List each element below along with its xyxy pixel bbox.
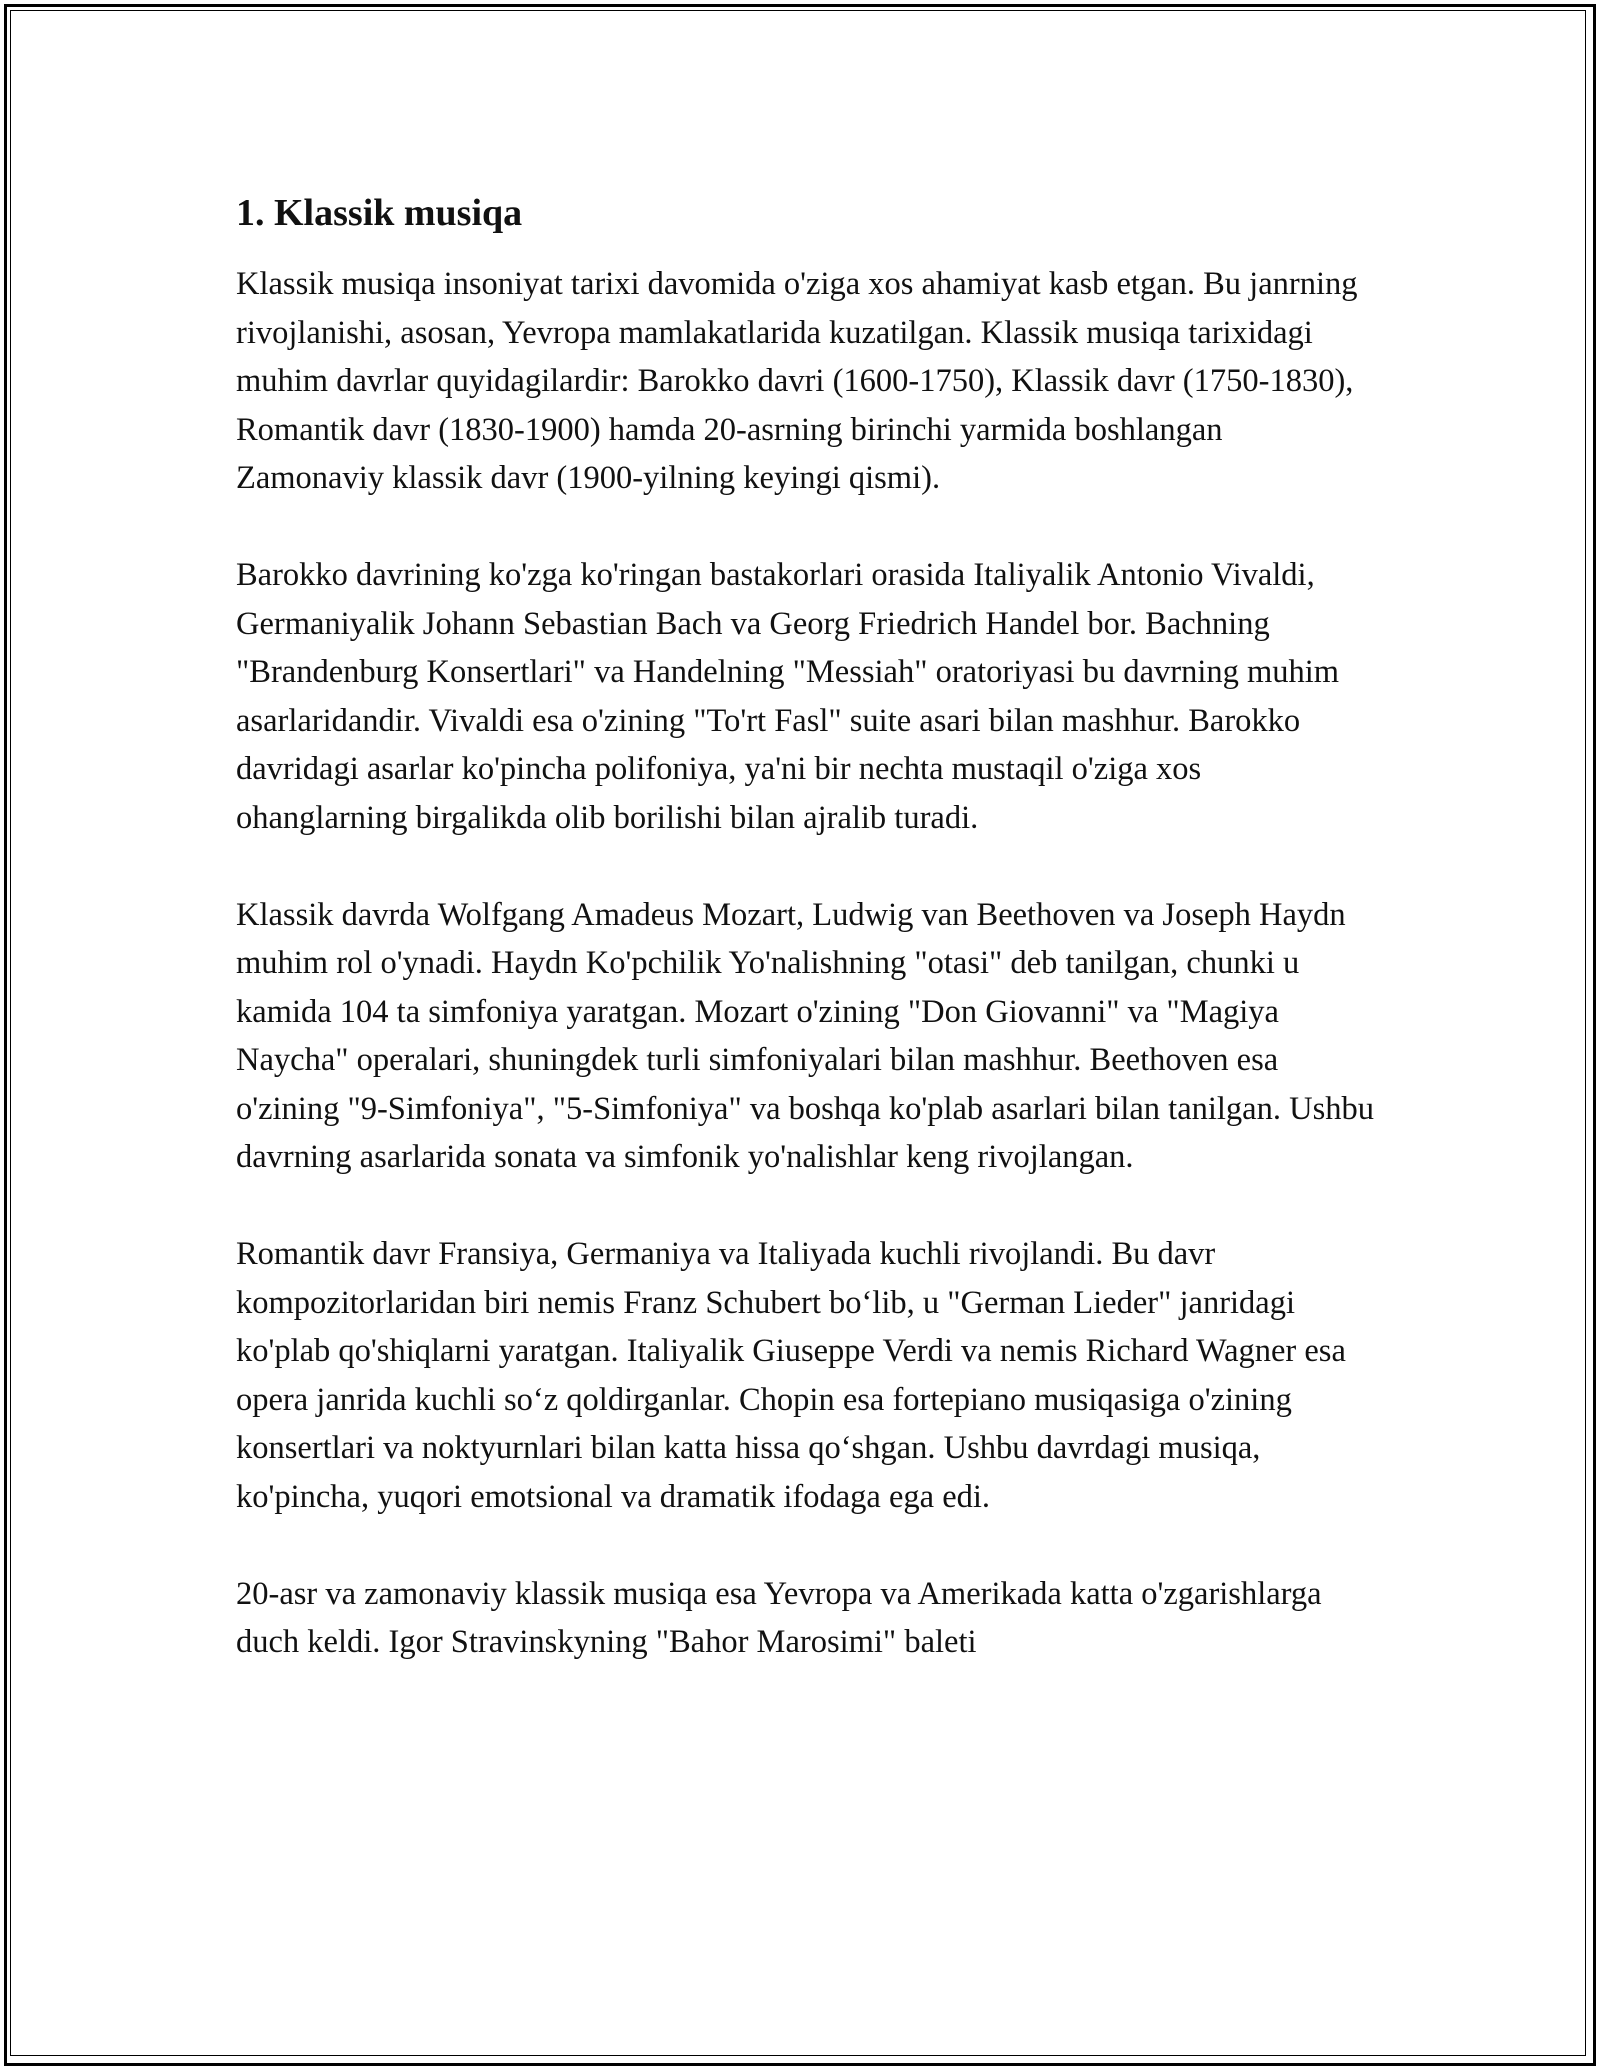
document-body — [236, 188, 1376, 1715]
paragraph-overview: Klassik musiqa insoniyat tarixi davomida o'ziga xos ahamiyat kasb etgan. Bu janrning rivojlanishi, asosan, Yevropa mamlakatlarida kuzatilgan. Klassik musiqa tarixidagi muhim davrlar quyidagilardir: Barokko davri (1600-1750), Klassik davr (1750-1830), Romantik davr (1830-1900) hamda 20-asrning birinchi yarmida boshlangan Zamonaviy klassik davr (1900-yilning keyingi qismi). — [236, 266, 1358, 496]
section-heading: 1. Klassik musiqa — [236, 192, 523, 234]
paragraph-modern: 20-asr va zamonaviy klassik musiqa esa Yevropa va Amerikada katta o'zgarishlarga duch keldi. Igor Stravinskyning "Bahor Marosimi" baleti — [236, 1575, 1322, 1660]
paragraph-baroque: Barokko davrining ko'zga ko'ringan bastakorlari orasida Italiyalik Antonio Vivaldi, Germaniyalik Johann Sebastian Bach va Georg Friedrich Handel bor. Bachning "Brandenburg Konsertlari" va Handelning "Messiah" oratoriyasi bu davrning muhim asarlaridandir. Vivaldi esa o'zining "To'rt Fasl" suite asari bilan mashhur. Barokko davridagi asarlar ko'pincha polifoniya, ya'ni bir nechta mustaqil o'ziga xos ohanglarning birgalikda olib borilishi bilan ajralib turadi. — [236, 557, 1340, 836]
paragraph-classical: Klassik davrda Wolfgang Amadeus Mozart, Ludwig van Beethoven va Joseph Haydn muhim rol o'ynadi. Haydn Ko'pchilik Yo'nalishning "otasi" deb tanilgan, chunki u kamida 104 ta simfoniya yaratgan. Mozart o'zining "Don Giovanni" va "Magiya Naycha" operalari, shuningdek turli simfoniyalari bilan mashhur. Beethoven esa o'zining "9-Simfoniya", "5-Simfoniya" va boshqa ko'plab asarlari bilan tanilgan. Ushbu davrning asarlarida sonata va simfonik yo'nalishlar keng rivojlangan. — [236, 896, 1374, 1175]
paragraph-romantic: Romantik davr Fransiya, Germaniya va Italiyada kuchli rivojlandi. Bu davr kompozitorlaridan biri nemis Franz Schubert boʻlib, u "German Lieder" janridagi ko'plab qo'shiqlarni yaratgan. Italiyalik Giuseppe Verdi va nemis Richard Wagner esa opera janrida kuchli soʻz qoldirganlar. Chopin esa fortepiano musiqasiga o'zining konsertlari va noktyurnlari bilan katta hissa qoʻshgan. Ushbu davrdagi musiqa, ko'pincha, yuqori emotsional va dramatik ifodaga ega edi. — [236, 1236, 1346, 1515]
